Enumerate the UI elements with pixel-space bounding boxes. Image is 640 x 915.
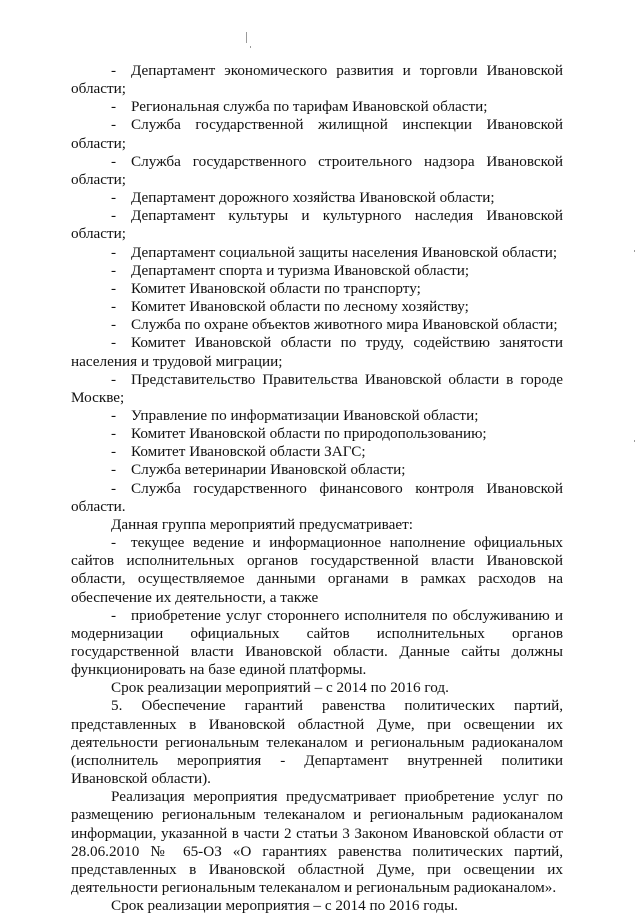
scan-speck [250, 46, 251, 48]
list-item: - Представительство Правительства Ивановской области в городе Москве; [71, 370, 563, 406]
section-5-paragraph: 5. Обеспечение гарантий равенства политических партий, представленных в Ивановской областной Думе, при освещении их деятельности региональным телеканалом и региональным радиоканалом (исполнитель мероприятия - Департамент внутренней политики Ивановской области). [71, 697, 563, 788]
list-item: - Департамент экономического развития и торговли Ивановской области; [71, 62, 563, 98]
group-intro: Данная группа мероприятий предусматривает: [111, 515, 413, 533]
list-item: - Служба государственного строительного надзора Ивановской области; [71, 152, 563, 188]
term-paragraph-2: Срок реализации мероприятия – с 2014 по 2016 годы. [111, 897, 458, 915]
group-item: - приобретение услуг стороннего исполнителя по обслуживанию и модернизации официальных сайтов исполнительных органов государственной власти Ивановской области. Данные сайты должны функционировать на базе единой платформы. [71, 606, 563, 679]
list-item: - Служба ветеринарии Ивановской области; [111, 461, 406, 479]
list-item: - Управление по информатизации Ивановской области; [111, 406, 479, 424]
implementation-paragraph: Реализация мероприятия предусматривает приобретение услуг по размещению региональным телеканалом и региональным радиоканалом информации, указанной в части 2 статьи 3 Законом Ивановской области от 28.06.2010 № 65-ОЗ «О гарантиях равенства политических партий, представленных в Ивановской областной Думе, при освещении их деятельности региональным телеканалом и региональным радиоканалом». [71, 788, 563, 897]
list-item: - Региональная служба по тарифам Ивановской области; [111, 98, 488, 116]
scan-speck [634, 440, 635, 442]
list-item: - Комитет Ивановской области ЗАГС; [111, 443, 366, 461]
term-paragraph: Срок реализации мероприятий – с 2014 по 2016 год. [111, 679, 449, 697]
scan-speck [246, 32, 247, 43]
list-item: - Служба по охране объектов животного мира Ивановской области; [111, 316, 558, 334]
list-item: - Департамент дорожного хозяйства Ивановской области; [111, 189, 495, 207]
list-item: - Комитет Ивановской области по транспорту; [111, 279, 421, 297]
document-body [71, 62, 563, 915]
group-item: - текущее ведение и информационное наполнение официальных сайтов исполнительных органов государственной власти Ивановской области, осуществляемое данными органами в рамках расходов на обеспечение их деятельности, а также [71, 534, 563, 606]
list-item: - Комитет Ивановской области по лесному хозяйству; [111, 298, 469, 316]
list-item: - Департамент культуры и культурного наследия Ивановской области; [71, 207, 563, 243]
list-item: - Департамент спорта и туризма Ивановской области; [111, 261, 470, 279]
list-item: - Комитет Ивановской области по труду, содействию занятости населения и трудовой миграции; [71, 334, 563, 370]
list-item: - Служба государственной жилищной инспекции Ивановской области; [71, 116, 563, 152]
list-item: - Комитет Ивановской области по природопользованию; [111, 425, 487, 443]
list-item: - Служба государственного финансового контроля Ивановской области. [71, 479, 563, 515]
scan-speck [634, 250, 635, 252]
list-item: - Департамент социальной защиты населения Ивановской области; [111, 243, 558, 261]
